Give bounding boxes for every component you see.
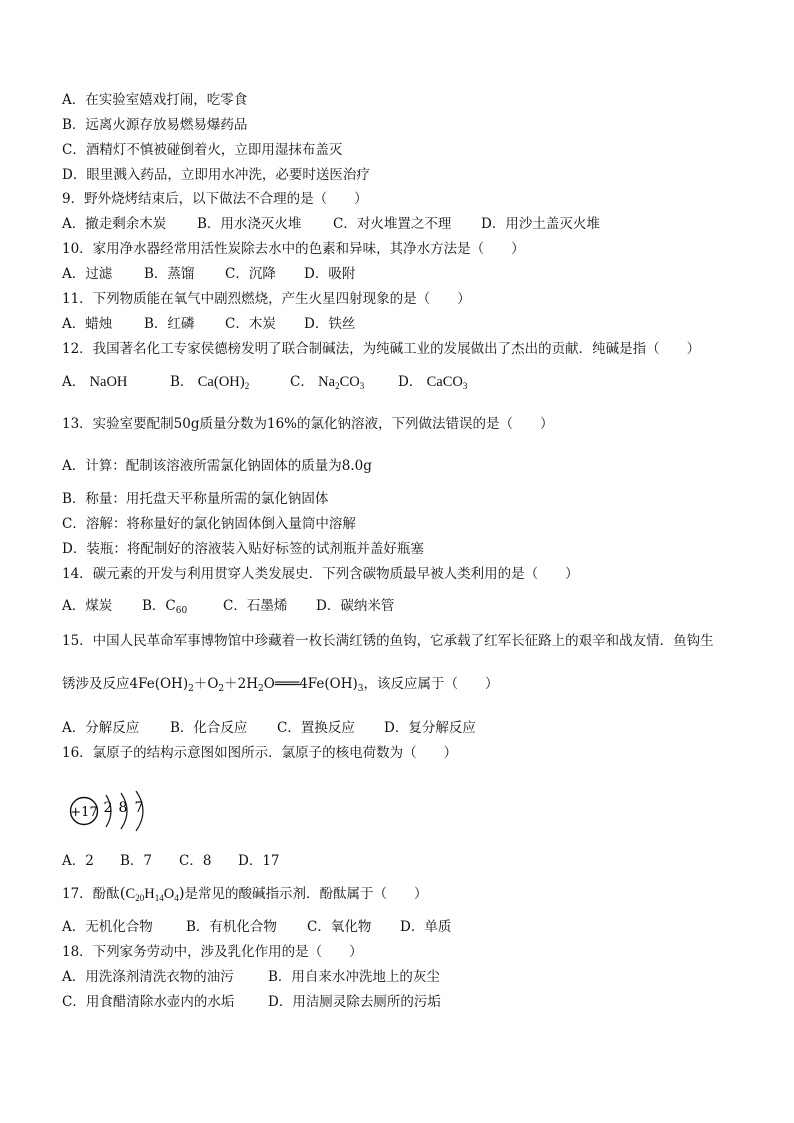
- q10-option-d: D．吸附: [304, 266, 356, 282]
- q16-option-c: C．8: [179, 853, 212, 869]
- q13-option-a: A．计算：配制该溶液所需氯化钠固体的质量为8.0g: [62, 458, 372, 474]
- q15-stem: 15．中国人民革命军事博物馆中珍藏着一枚长满红锈的鱼钩，它承载了红军长征路上的艰辛和战友情．鱼钩生: [62, 633, 714, 649]
- q16-option-a: A．2: [62, 853, 94, 869]
- q17-option-a: A．无机化合物: [62, 919, 153, 935]
- q11-option-d: D．铁丝: [304, 316, 356, 332]
- q13-stem: 13．实验室要配制50g质量分数为16%的氯化钠溶液，下列做法错误的是（ ）: [62, 416, 554, 432]
- q14-option-a: A．煤炭: [62, 598, 113, 614]
- shell-3-electrons: 7: [134, 800, 144, 816]
- q12-options: [62, 373, 467, 391]
- q10-option-b: B．蒸馏: [144, 266, 195, 282]
- q10-option-a: A．过滤: [62, 266, 113, 282]
- q16-options: [62, 852, 280, 870]
- q16-option-d: D．17: [238, 853, 280, 869]
- q12-option-b: B． $Ca(OH)_2$: [170, 374, 250, 391]
- q14-options: [62, 597, 394, 615]
- q10-options: [62, 265, 355, 283]
- q8-option-c: C．酒精灯不慎被碰倒着火，立即用湿抹布盖灭: [62, 142, 343, 158]
- q14-option-d: D．碳纳米管: [316, 598, 395, 614]
- q11-stem: 11．下列物质能在氧气中剧烈燃烧，产生火星四射现象的是（ ）: [62, 291, 471, 307]
- q11-option-a: A．蜡烛: [62, 316, 113, 332]
- q8-option-d: D．眼里溅入药品，立即用水冲洗，必要时送医治疗: [62, 167, 370, 183]
- q13-option-b: B．称量：用托盘天平称量所需的氯化钠固体: [62, 491, 329, 507]
- q9-options: [62, 215, 600, 233]
- q18-option-a: A．用洗涤剂清洗衣物的油污: [62, 969, 234, 985]
- q17-option-b: B．有机化合物: [186, 919, 277, 935]
- nucleus-charge: +17: [70, 805, 98, 820]
- q15-option-a: A．分解反应: [62, 720, 140, 736]
- q12-option-d: D． CaCO$_3$: [398, 374, 468, 391]
- q14-option-c: C．石墨烯: [223, 598, 288, 614]
- q18-option-d: D．用洁厕灵除去厕所的污垢: [268, 994, 441, 1010]
- shell-2-electrons: 8: [118, 800, 128, 816]
- q15-option-c: C．置换反应: [277, 720, 355, 736]
- q9-option-d: D．用沙土盖灭火堆: [481, 216, 600, 232]
- q13-option-d: D．装瓶：将配制好的溶液装入贴好标签的试剂瓶并盖好瓶塞: [62, 541, 424, 557]
- chlorine-atom-structure-diagram: [66, 786, 166, 836]
- q12-option-c: C． $Na_2CO_3$: [290, 374, 365, 391]
- shell-1-electrons: 2: [103, 800, 113, 816]
- q18-option-b: B．用自来水冲洗地上的灰尘: [268, 969, 440, 985]
- q15-equation-line: 锈涉及反应$4Fe(OH)_2+O_2+2H_2O═══4Fe(OH)_3$，该反应属于（ ）: [62, 676, 499, 694]
- q12-option-a: A． NaOH: [62, 374, 128, 390]
- q9-option-b: B．用水浇灭火堆: [197, 216, 302, 232]
- q16-stem: 16．氯原子的结构示意图如图所示．氯原子的核电荷数为（ ）: [62, 745, 458, 761]
- q12-stem: 12．我国著名化工专家侯德榜发明了联合制碱法，为纯碱工业的发展做出了杰出的贡献．纯碱是指（ ）: [62, 341, 701, 357]
- q15-option-b: B．化合反应: [170, 720, 248, 736]
- q15-option-d: D．复分解反应: [384, 720, 476, 736]
- q18-stem: 18．下列家务劳动中，涉及乳化作用的是（ ）: [62, 944, 363, 960]
- q11-option-b: B．红磷: [144, 316, 195, 332]
- q18-options-cd: [62, 993, 441, 1011]
- q17-option-d: D．单质: [400, 919, 452, 935]
- q15-options: [62, 719, 476, 737]
- q18-option-c: C．用食醋清除水壶内的水垢: [62, 994, 235, 1010]
- q11-option-c: C．木炭: [225, 316, 276, 332]
- q14-stem: 14．碳元素的开发与利用贯穿人类发展史．下列含碳物质最早被人类利用的是（ ）: [62, 566, 579, 582]
- q11-options: [62, 315, 355, 333]
- q9-option-c: C．对火堆置之不理: [333, 216, 452, 232]
- q9-stem: 9．野外烧烤结束后，以下做法不合理的是（ ）: [62, 191, 368, 207]
- q17-option-c: C．氧化物: [307, 919, 372, 935]
- q18-options-ab: [62, 968, 440, 986]
- q9-option-a: A．撤走剩余木炭: [62, 216, 167, 232]
- q13-option-c: C．溶解：将称量好的氯化钠固体倒入量筒中溶解: [62, 516, 356, 532]
- q8-option-b: B．远离火源存放易燃易爆药品: [62, 117, 248, 133]
- q14-option-b: B．$C_{60}$: [142, 598, 188, 616]
- q17-stem: 17．酚酞$(C_{20}H_{14}O_4)$是常见的酸碱指示剂．酚酞属于（ ）: [62, 884, 428, 903]
- q10-option-c: C．沉降: [225, 266, 276, 282]
- q16-option-b: B．7: [120, 853, 153, 869]
- q17-options: [62, 918, 451, 936]
- q10-stem: 10．家用净水器经常用活性炭除去水中的色素和异味，其净水方法是（ ）: [62, 241, 525, 257]
- q8-option-a: A．在实验室嬉戏打闹，吃零食: [62, 92, 248, 108]
